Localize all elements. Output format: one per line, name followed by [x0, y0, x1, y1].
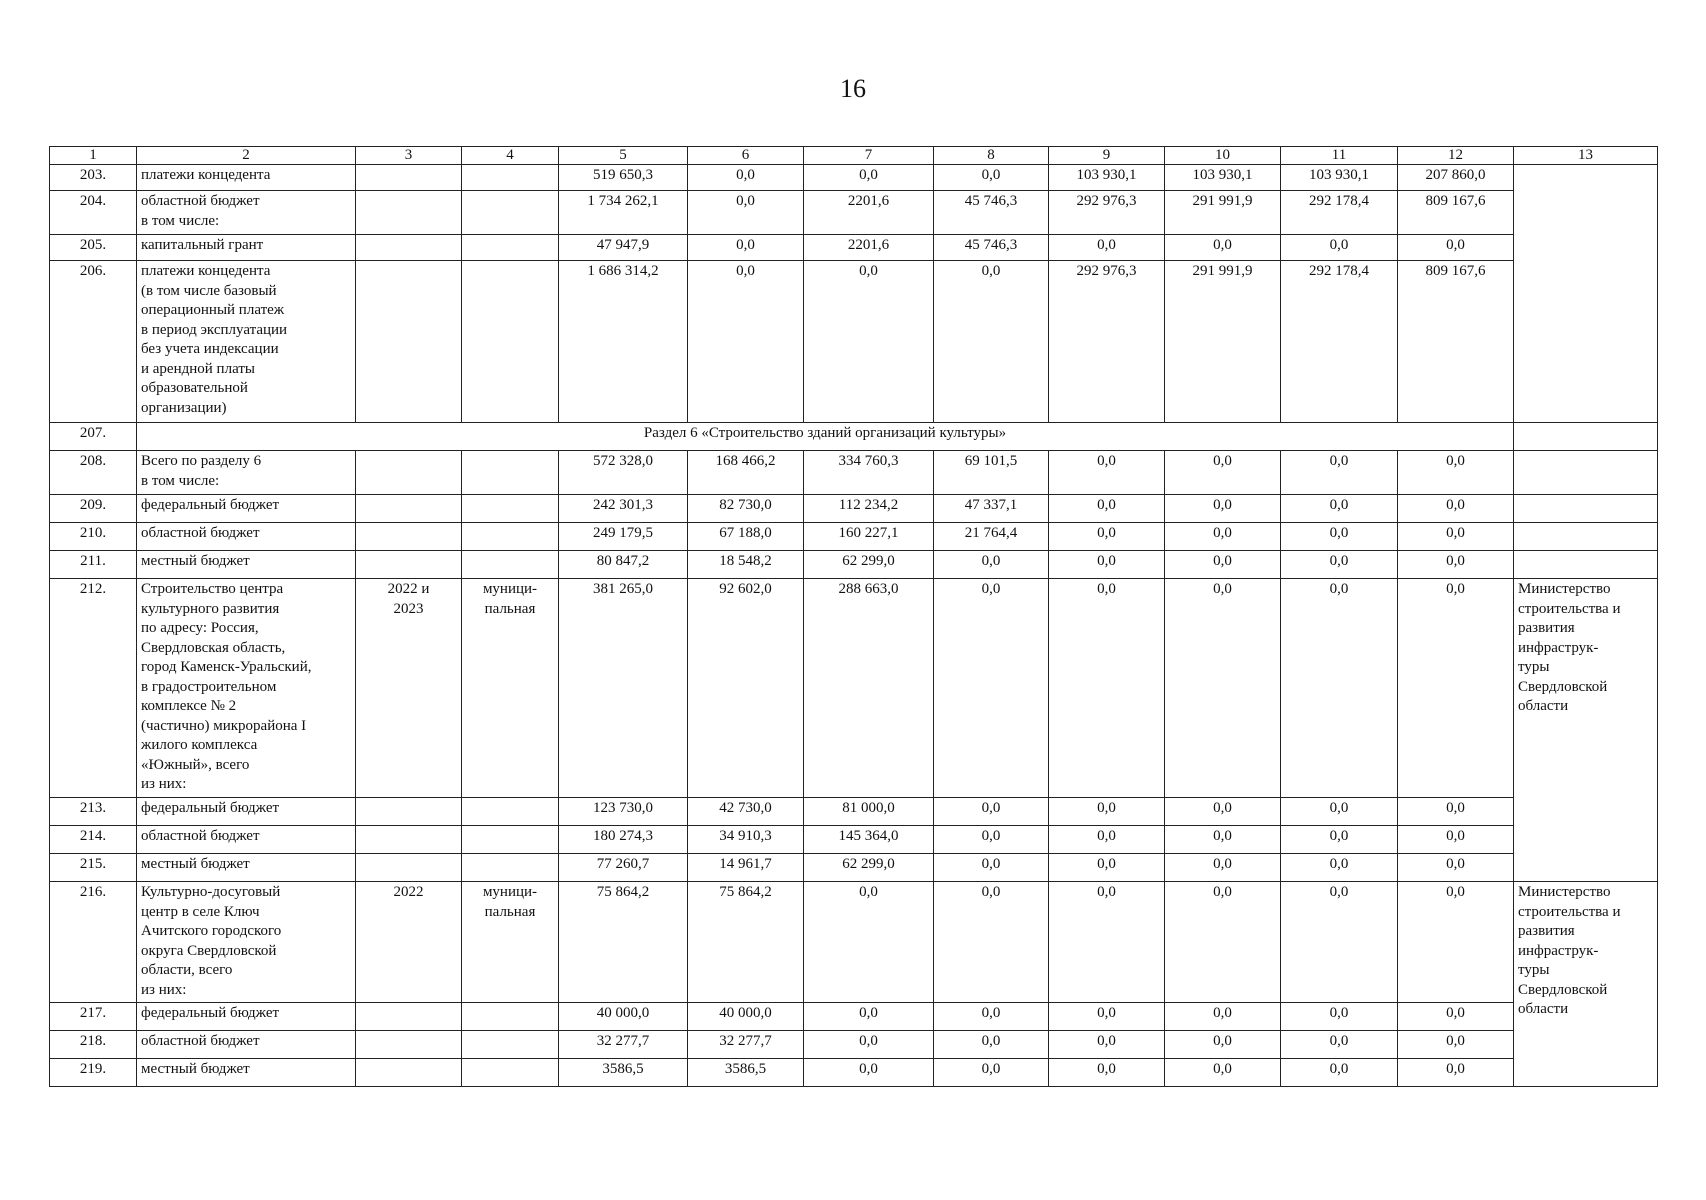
value-cell: 21 764,4	[934, 523, 1049, 551]
row-name	[137, 451, 356, 495]
type-cell	[462, 1003, 559, 1031]
value-cell: 0,0	[1049, 882, 1165, 1003]
value-cell: 0,0	[1165, 1003, 1281, 1031]
value-cell: 18 548,2	[688, 551, 804, 579]
value-cell: 809 167,6	[1398, 191, 1514, 235]
executor-cell	[1514, 495, 1658, 523]
value-cell: 0,0	[1398, 826, 1514, 854]
row-name: федеральный бюджет	[137, 1003, 356, 1031]
row-name-line: без учета индексации	[141, 341, 279, 357]
value-cell: 103 930,1	[1281, 165, 1398, 191]
value-cell: 381 265,0	[559, 579, 688, 798]
type-cell	[462, 261, 559, 423]
header-row	[50, 147, 1658, 165]
executor-line: области	[1518, 1001, 1569, 1017]
value-cell: 0,0	[1398, 551, 1514, 579]
value-cell: 0,0	[934, 1031, 1049, 1059]
executor-cell	[1514, 882, 1658, 1087]
value-cell: 82 730,0	[688, 495, 804, 523]
value-cell: 32 277,7	[688, 1031, 804, 1059]
row-name-line: и арендной платы	[141, 360, 255, 377]
col-header: 9	[1049, 147, 1165, 165]
value-cell: 47 947,9	[559, 235, 688, 261]
value-cell: 0,0	[1165, 451, 1281, 495]
value-cell: 291 991,9	[1165, 261, 1281, 423]
value-cell: 0,0	[1398, 451, 1514, 495]
value-cell: 1 734 262,1	[559, 191, 688, 235]
value-cell: 0,0	[934, 551, 1049, 579]
value-cell: 0,0	[934, 261, 1049, 423]
value-cell: 0,0	[1281, 523, 1398, 551]
row-number: 206.	[50, 261, 137, 423]
years-cell	[356, 551, 462, 579]
value-cell: 80 847,2	[559, 551, 688, 579]
years-cell	[356, 261, 462, 423]
col-header: 11	[1281, 147, 1398, 165]
row-name	[137, 261, 356, 423]
years-cell: 2022	[356, 882, 462, 1003]
executor-line: развития	[1518, 923, 1575, 939]
row-number: 211.	[50, 551, 137, 579]
row-name-line: Всего по разделу 6	[141, 453, 262, 469]
table-row	[50, 854, 1658, 882]
value-cell: 14 961,7	[688, 854, 804, 882]
value-cell: 0,0	[934, 882, 1049, 1003]
value-cell: 0,0	[1165, 551, 1281, 579]
value-cell: 0,0	[1281, 1031, 1398, 1059]
row-name: областной бюджет	[137, 826, 356, 854]
row-name-line: в градостроительном	[141, 678, 277, 695]
col-header: 8	[934, 147, 1049, 165]
value-cell: 32 277,7	[559, 1031, 688, 1059]
value-cell: 0,0	[1398, 1031, 1514, 1059]
value-cell: 519 650,3	[559, 165, 688, 191]
type-cell	[462, 451, 559, 495]
value-cell: 0,0	[934, 1003, 1049, 1031]
row-name	[137, 579, 356, 798]
col-header: 12	[1398, 147, 1514, 165]
value-cell: 0,0	[1165, 523, 1281, 551]
value-cell: 0,0	[1281, 882, 1398, 1003]
value-cell: 0,0	[1049, 826, 1165, 854]
row-number: 219.	[50, 1059, 137, 1087]
value-cell: 40 000,0	[688, 1003, 804, 1031]
budget-table	[49, 146, 1658, 1087]
col-header: 3	[356, 147, 462, 165]
value-cell: 81 000,0	[804, 798, 934, 826]
value-cell: 0,0	[1281, 1059, 1398, 1087]
row-name-line: Ачитского городского	[141, 923, 282, 939]
type-cell	[462, 551, 559, 579]
executor-line: Свердловской	[1518, 678, 1608, 695]
years-cell	[356, 191, 462, 235]
value-cell: 572 328,0	[559, 451, 688, 495]
table-row	[50, 165, 1658, 191]
years-cell	[356, 1003, 462, 1031]
row-name: федеральный бюджет	[137, 495, 356, 523]
type-cell	[462, 1031, 559, 1059]
row-number: 214.	[50, 826, 137, 854]
row-name-line: в том числе:	[141, 472, 220, 489]
value-cell: 168 466,2	[688, 451, 804, 495]
row-name-line: жилого комплекса	[141, 737, 258, 753]
years-cell	[356, 1059, 462, 1087]
value-cell: 160 227,1	[804, 523, 934, 551]
years-cell	[356, 798, 462, 826]
row-name-line: комплексе № 2	[141, 698, 237, 714]
table-row	[50, 1059, 1658, 1087]
value-cell: 0,0	[1281, 551, 1398, 579]
type-line: пальная	[484, 903, 536, 920]
value-cell: 0,0	[1165, 826, 1281, 854]
value-cell: 0,0	[1049, 579, 1165, 798]
value-cell: 45 746,3	[934, 191, 1049, 235]
value-cell: 42 730,0	[688, 798, 804, 826]
value-cell: 0,0	[1281, 798, 1398, 826]
value-cell: 0,0	[1281, 1003, 1398, 1031]
value-cell: 0,0	[688, 235, 804, 261]
row-name: местный бюджет	[137, 1059, 356, 1087]
value-cell: 0,0	[934, 798, 1049, 826]
value-cell: 45 746,3	[934, 235, 1049, 261]
table-row	[50, 1003, 1658, 1031]
years-line: 2023	[393, 600, 424, 617]
value-cell: 47 337,1	[934, 495, 1049, 523]
type-cell	[462, 523, 559, 551]
value-cell: 292 976,3	[1049, 261, 1165, 423]
row-name-line: культурного развития	[141, 600, 280, 617]
value-cell: 0,0	[934, 579, 1049, 798]
value-cell: 0,0	[804, 1003, 934, 1031]
value-cell: 0,0	[1165, 798, 1281, 826]
years-line: 2022 и	[387, 581, 430, 597]
value-cell: 288 663,0	[804, 579, 934, 798]
value-cell: 0,0	[688, 261, 804, 423]
col-header: 6	[688, 147, 804, 165]
value-cell: 242 301,3	[559, 495, 688, 523]
value-cell: 40 000,0	[559, 1003, 688, 1031]
value-cell: 334 760,3	[804, 451, 934, 495]
type-cell	[462, 191, 559, 235]
value-cell: 0,0	[1398, 235, 1514, 261]
value-cell: 0,0	[1165, 1031, 1281, 1059]
executor-line: строительства и	[1518, 600, 1621, 617]
value-cell: 0,0	[804, 165, 934, 191]
value-cell: 0,0	[1049, 235, 1165, 261]
value-cell: 0,0	[804, 882, 934, 1003]
value-cell: 0,0	[1049, 523, 1165, 551]
executor-cell	[1514, 579, 1658, 882]
value-cell: 0,0	[1049, 551, 1165, 579]
row-number: 210.	[50, 523, 137, 551]
row-name-line: организации)	[141, 399, 227, 416]
row-name-line: платежи концедента	[141, 263, 271, 279]
value-cell: 67 188,0	[688, 523, 804, 551]
value-cell: 0,0	[1049, 451, 1165, 495]
row-name-line: (частично) микрорайона I	[141, 717, 307, 734]
value-cell: 0,0	[1281, 495, 1398, 523]
row-number: 218.	[50, 1031, 137, 1059]
row-number: 209.	[50, 495, 137, 523]
row-name: областной бюджет	[137, 523, 356, 551]
col-header: 1	[50, 147, 137, 165]
row-name-line: в том числе:	[141, 212, 220, 229]
row-name	[137, 882, 356, 1003]
executor-line: инфраструк-	[1518, 639, 1599, 656]
row-name: областной бюджет	[137, 1031, 356, 1059]
col-header: 4	[462, 147, 559, 165]
value-cell: 2201,6	[804, 191, 934, 235]
value-cell: 69 101,5	[934, 451, 1049, 495]
row-name-line: город Каменск-Уральский,	[141, 659, 312, 675]
type-line: муници-	[482, 884, 538, 900]
executor-cell	[1514, 451, 1658, 495]
value-cell: 34 910,3	[688, 826, 804, 854]
type-cell	[462, 165, 559, 191]
value-cell: 2201,6	[804, 235, 934, 261]
value-cell: 0,0	[934, 826, 1049, 854]
years-cell	[356, 523, 462, 551]
value-cell: 809 167,6	[1398, 261, 1514, 423]
row-number: 212.	[50, 579, 137, 798]
table-row	[50, 451, 1658, 495]
executor-line: туры	[1518, 659, 1550, 675]
col-header: 2	[137, 147, 356, 165]
type-cell	[462, 826, 559, 854]
row-name: местный бюджет	[137, 551, 356, 579]
table-row	[50, 798, 1658, 826]
type-line: муници-	[482, 581, 538, 597]
table-row	[50, 261, 1658, 423]
value-cell: 0,0	[688, 165, 804, 191]
value-cell: 0,0	[1165, 882, 1281, 1003]
type-cell	[462, 235, 559, 261]
row-name-line: образовательной	[141, 380, 248, 396]
row-name: капитальный грант	[137, 235, 356, 261]
years-cell	[356, 1031, 462, 1059]
table-row	[50, 882, 1658, 1003]
value-cell: 0,0	[804, 1059, 934, 1087]
row-name-line: по адресу: Россия,	[141, 620, 259, 636]
value-cell: 1 686 314,2	[559, 261, 688, 423]
section-title: Раздел 6 «Строительство зданий организаций культуры»	[137, 423, 1514, 451]
value-cell: 0,0	[1049, 495, 1165, 523]
table-row	[50, 235, 1658, 261]
value-cell: 207 860,0	[1398, 165, 1514, 191]
value-cell: 0,0	[688, 191, 804, 235]
table-row	[50, 579, 1658, 798]
value-cell: 0,0	[1398, 495, 1514, 523]
value-cell: 3586,5	[559, 1059, 688, 1087]
row-name	[137, 191, 356, 235]
value-cell: 62 299,0	[804, 551, 934, 579]
value-cell: 0,0	[1049, 1059, 1165, 1087]
row-name-line: Свердловская область,	[141, 639, 286, 656]
value-cell: 0,0	[1165, 854, 1281, 882]
row-name-line: в период эксплуатации	[141, 321, 288, 338]
value-cell: 77 260,7	[559, 854, 688, 882]
row-number: 207.	[50, 423, 137, 451]
executor-cell	[1514, 551, 1658, 579]
row-name-line: из них:	[141, 776, 187, 792]
value-cell: 75 864,2	[559, 882, 688, 1003]
type-cell	[462, 854, 559, 882]
value-cell: 103 930,1	[1165, 165, 1281, 191]
row-name-line: области, всего	[141, 962, 233, 978]
value-cell: 0,0	[1165, 1059, 1281, 1087]
table-row	[50, 1031, 1658, 1059]
years-cell	[356, 451, 462, 495]
executor-cell	[1514, 523, 1658, 551]
row-number: 216.	[50, 882, 137, 1003]
years-cell	[356, 495, 462, 523]
years-cell	[356, 579, 462, 798]
value-cell: 75 864,2	[688, 882, 804, 1003]
row-name: федеральный бюджет	[137, 798, 356, 826]
value-cell: 0,0	[1281, 579, 1398, 798]
executor-line: инфраструк-	[1518, 942, 1599, 959]
value-cell: 0,0	[804, 261, 934, 423]
value-cell: 0,0	[1165, 235, 1281, 261]
row-name-line: Культурно-досуговый	[141, 884, 281, 900]
type-cell	[462, 882, 559, 1003]
type-cell	[462, 1059, 559, 1087]
value-cell: 0,0	[934, 1059, 1049, 1087]
executor-line: Министерство	[1518, 884, 1611, 900]
value-cell: 92 602,0	[688, 579, 804, 798]
value-cell: 249 179,5	[559, 523, 688, 551]
value-cell: 0,0	[1398, 1059, 1514, 1087]
col-header: 10	[1165, 147, 1281, 165]
table-row	[50, 495, 1658, 523]
value-cell: 62 299,0	[804, 854, 934, 882]
value-cell: 0,0	[1049, 798, 1165, 826]
value-cell: 0,0	[1281, 451, 1398, 495]
value-cell: 3586,5	[688, 1059, 804, 1087]
row-name-line: центр в селе Ключ	[141, 903, 260, 920]
row-number: 204.	[50, 191, 137, 235]
row-number: 205.	[50, 235, 137, 261]
value-cell: 0,0	[1281, 854, 1398, 882]
years-cell	[356, 854, 462, 882]
page-number: 16	[840, 74, 866, 103]
col-header: 13	[1514, 147, 1658, 165]
executor-line: Министерство	[1518, 581, 1611, 597]
value-cell: 0,0	[1049, 1031, 1165, 1059]
value-cell: 0,0	[934, 165, 1049, 191]
value-cell: 0,0	[1398, 523, 1514, 551]
table-row	[50, 826, 1658, 854]
row-name: местный бюджет	[137, 854, 356, 882]
row-name-line: из них:	[141, 981, 187, 998]
value-cell: 145 364,0	[804, 826, 934, 854]
years-cell	[356, 165, 462, 191]
col-header: 7	[804, 147, 934, 165]
years-cell	[356, 235, 462, 261]
value-cell: 0,0	[1281, 235, 1398, 261]
executor-cell	[1514, 423, 1658, 451]
section-row	[50, 423, 1658, 451]
value-cell: 0,0	[804, 1031, 934, 1059]
value-cell: 291 991,9	[1165, 191, 1281, 235]
table-row	[50, 551, 1658, 579]
years-cell	[356, 826, 462, 854]
executor-line: области	[1518, 698, 1569, 714]
row-number: 217.	[50, 1003, 137, 1031]
row-name-line: операционный платеж	[141, 302, 285, 318]
type-cell	[462, 495, 559, 523]
value-cell: 0,0	[1165, 495, 1281, 523]
value-cell: 292 178,4	[1281, 191, 1398, 235]
row-name-line: округа Свердловской	[141, 942, 277, 959]
value-cell: 0,0	[1398, 579, 1514, 798]
type-cell	[462, 579, 559, 798]
value-cell: 0,0	[1049, 1003, 1165, 1031]
executor-line: туры	[1518, 962, 1550, 978]
table-row	[50, 523, 1658, 551]
executor-cell	[1514, 165, 1658, 423]
value-cell: 0,0	[1165, 579, 1281, 798]
executor-line: строительства и	[1518, 903, 1621, 920]
value-cell: 292 976,3	[1049, 191, 1165, 235]
value-cell: 292 178,4	[1281, 261, 1398, 423]
value-cell: 103 930,1	[1049, 165, 1165, 191]
type-line: пальная	[484, 600, 536, 617]
value-cell: 0,0	[1398, 798, 1514, 826]
col-header: 5	[559, 147, 688, 165]
executor-line: развития	[1518, 620, 1575, 636]
row-name: платежи концедента	[137, 165, 356, 191]
value-cell: 0,0	[934, 854, 1049, 882]
row-number: 215.	[50, 854, 137, 882]
row-name-line: «Южный», всего	[141, 756, 250, 773]
row-number: 208.	[50, 451, 137, 495]
row-number: 203.	[50, 165, 137, 191]
row-name-line: областной бюджет	[141, 193, 260, 209]
row-name-line: Строительство центра	[141, 581, 284, 597]
executor-line: Свердловской	[1518, 981, 1608, 998]
row-name-line: (в том числе базовый	[141, 282, 277, 299]
value-cell: 0,0	[1398, 854, 1514, 882]
type-cell	[462, 798, 559, 826]
value-cell: 0,0	[1049, 854, 1165, 882]
value-cell: 180 274,3	[559, 826, 688, 854]
table-row	[50, 191, 1658, 235]
value-cell: 123 730,0	[559, 798, 688, 826]
value-cell: 0,0	[1281, 826, 1398, 854]
value-cell: 112 234,2	[804, 495, 934, 523]
value-cell: 0,0	[1398, 882, 1514, 1003]
row-number: 213.	[50, 798, 137, 826]
value-cell: 0,0	[1398, 1003, 1514, 1031]
